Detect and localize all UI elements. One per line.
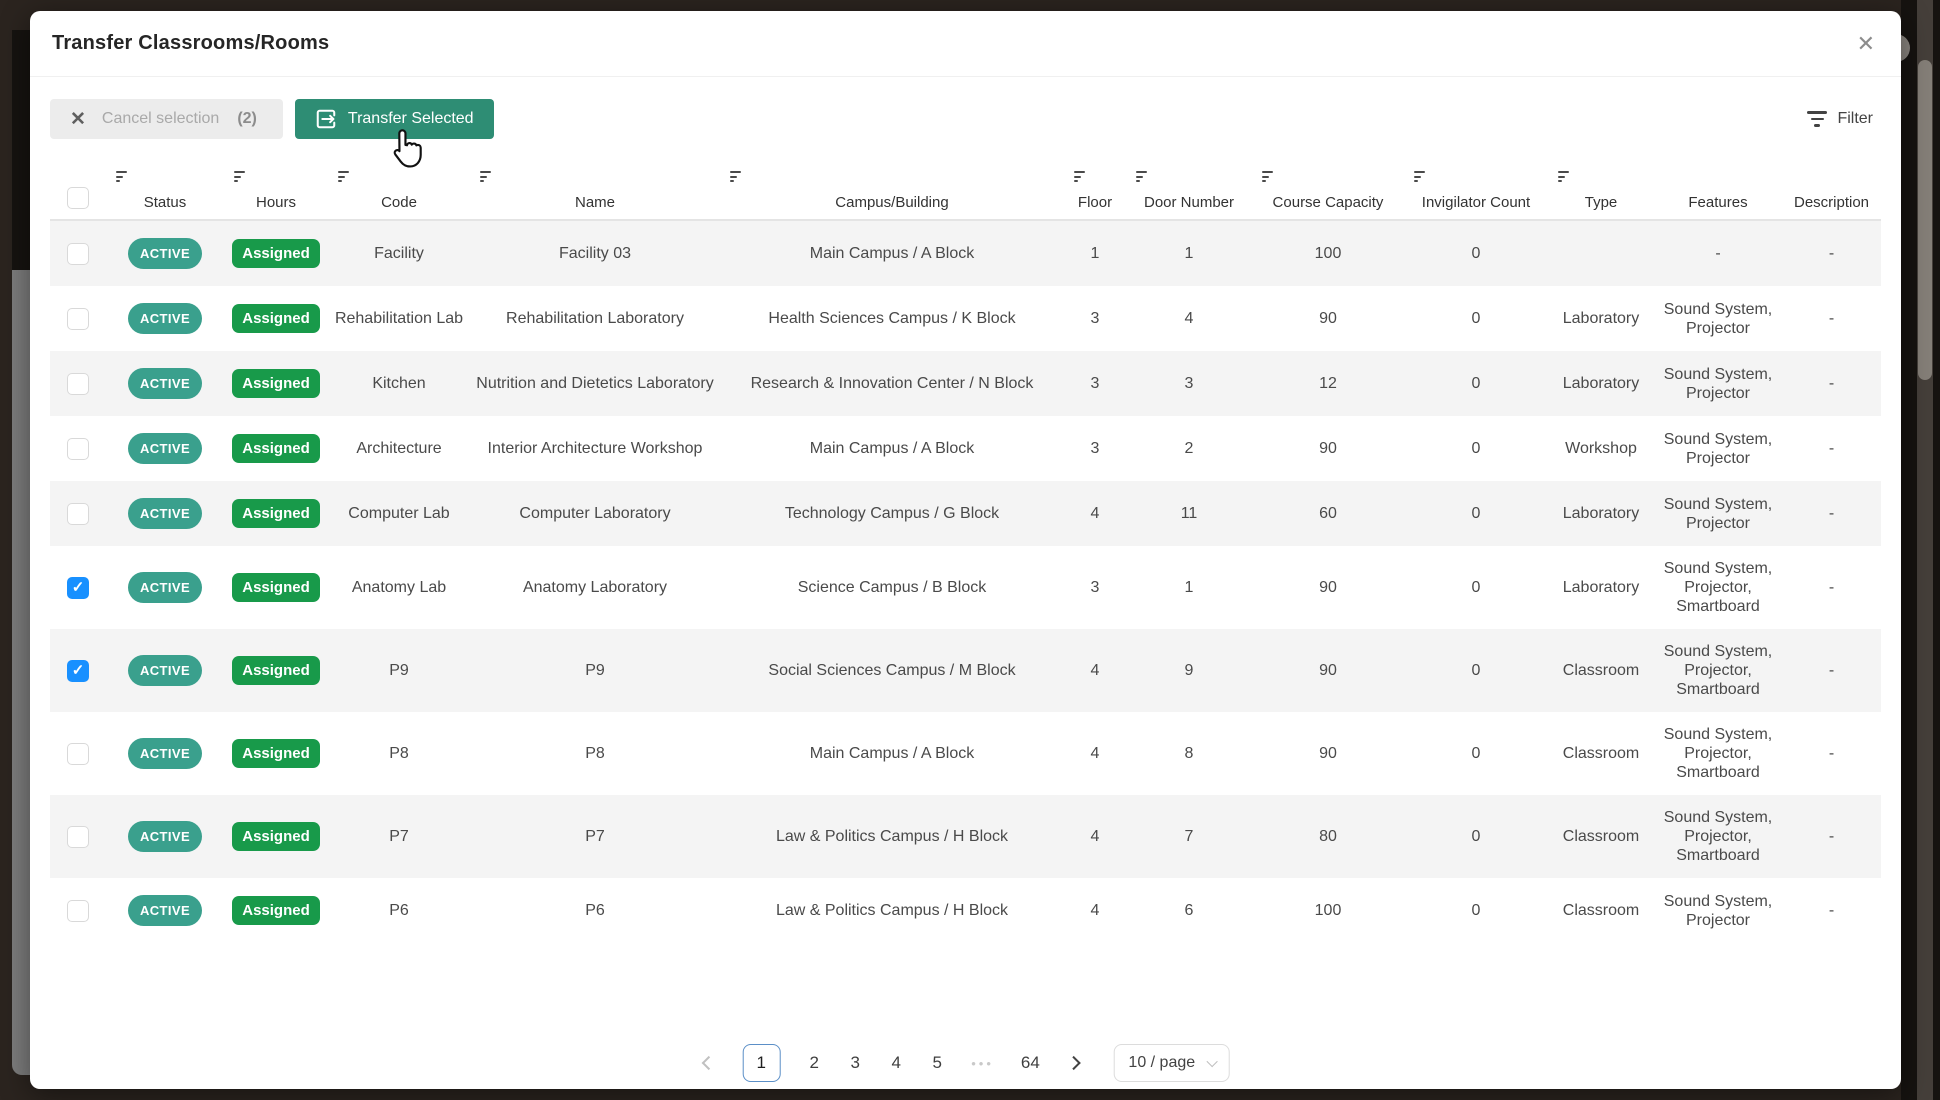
description-cell: -: [1828, 245, 1835, 262]
description-cell: -: [1828, 745, 1835, 762]
name-cell: Interior Architecture Workshop: [487, 440, 703, 457]
page-size-value: 10 / page: [1128, 1054, 1196, 1071]
next-page-button[interactable]: [1067, 1053, 1081, 1073]
hours-badge: Assigned: [232, 573, 320, 602]
name-cell: Nutrition and Dietetics Laboratory: [476, 375, 714, 392]
row-checkbox-cell: [50, 356, 106, 412]
features-cell: Sound System, Projector, Smartboard: [1663, 809, 1773, 864]
invigilator-count-cell: 0: [1471, 579, 1481, 596]
door-number-cell: 9: [1184, 662, 1194, 679]
type-cell: Classroom: [1562, 662, 1640, 679]
column-header-code: Code: [328, 169, 470, 219]
hours-cell: [224, 556, 328, 619]
table-row[interactable]: [50, 878, 1881, 943]
row-checkbox-cell: [50, 726, 106, 782]
page-button-64[interactable]: 64: [1020, 1053, 1040, 1072]
page-button-4[interactable]: 4: [891, 1053, 901, 1072]
status-badge: ACTIVE: [128, 368, 202, 399]
code-cell: Facility: [374, 245, 424, 262]
features-cell: Sound System, Projector: [1663, 365, 1773, 402]
name-cell: P7: [585, 828, 605, 845]
campus-cell: Research & Innovation Center / N Block: [750, 375, 1034, 392]
page-button-2[interactable]: 2: [809, 1053, 819, 1072]
description-cell: -: [1828, 902, 1835, 919]
name-cell: P6: [585, 902, 605, 919]
row-checkbox-cell: [50, 809, 106, 865]
campus-cell: Main Campus / A Block: [809, 440, 975, 457]
table-row[interactable]: [50, 795, 1881, 878]
code-cell: Kitchen: [372, 375, 426, 392]
type-cell: Laboratory: [1562, 310, 1640, 327]
floor-cell: 4: [1090, 828, 1100, 845]
filter-icon[interactable]: [116, 171, 127, 182]
filter-button[interactable]: [1799, 99, 1881, 139]
hours-badge: Assigned: [232, 304, 320, 333]
hours-badge: Assigned: [232, 656, 320, 685]
filter-icon[interactable]: [480, 171, 491, 182]
status-badge: ACTIVE: [128, 498, 202, 529]
features-cell: Sound System, Projector: [1663, 430, 1773, 467]
row-checkbox[interactable]: [67, 243, 89, 265]
table-row[interactable]: [50, 221, 1881, 286]
status-badge: ACTIVE: [128, 655, 202, 686]
column-header-features: Features: [1688, 194, 1748, 211]
modal-header: [30, 11, 1901, 77]
status-cell: [106, 481, 224, 546]
status-cell: [106, 286, 224, 351]
status-badge: ACTIVE: [128, 238, 202, 269]
chevron-right-icon: [1067, 1056, 1081, 1070]
table-row[interactable]: [50, 481, 1881, 546]
name-cell: Rehabilitation Laboratory: [506, 310, 684, 327]
toolbar: [50, 99, 1881, 139]
row-checkbox[interactable]: [67, 743, 89, 765]
column-header-type: Type: [1548, 169, 1654, 219]
type-cell: Laboratory: [1562, 375, 1640, 392]
status-cell: [106, 221, 224, 286]
type-cell: Workshop: [1565, 440, 1637, 457]
invigilator-count-cell: 0: [1471, 828, 1481, 845]
floor-cell: 3: [1090, 375, 1100, 392]
column-header-course-capacity: Course Capacity: [1252, 169, 1404, 219]
table-row[interactable]: [50, 416, 1881, 481]
column-header-status: Status: [106, 169, 224, 219]
status-cell: [106, 416, 224, 481]
close-icon[interactable]: ✕: [1856, 30, 1875, 56]
row-checkbox[interactable]: [67, 900, 89, 922]
row-checkbox[interactable]: [67, 373, 89, 395]
campus-cell: Technology Campus / G Block: [784, 505, 1000, 522]
type-cell: Laboratory: [1562, 505, 1640, 522]
modal-title: Transfer Classrooms/Rooms: [52, 32, 330, 54]
filter-icon[interactable]: [1414, 171, 1425, 182]
page-button-1[interactable]: 1: [742, 1044, 780, 1082]
filter-icon: [1807, 111, 1827, 127]
code-cell: P9: [389, 662, 409, 679]
course-capacity-cell: 90: [1319, 440, 1337, 457]
column-header-door-number: Door Number: [1126, 169, 1252, 219]
row-checkbox-cell: [50, 643, 106, 699]
campus-cell: Main Campus / A Block: [809, 245, 975, 262]
filter-icon[interactable]: [730, 171, 741, 182]
door-number-cell: 2: [1184, 440, 1194, 457]
course-capacity-cell: 100: [1314, 245, 1342, 262]
row-checkbox[interactable]: [67, 438, 89, 460]
door-number-cell: 1: [1184, 579, 1194, 596]
description-cell: -: [1828, 579, 1835, 596]
campus-cell: Health Sciences Campus / K Block: [768, 310, 1016, 327]
column-header-name: Name: [470, 169, 720, 219]
hours-badge: Assigned: [232, 822, 320, 851]
status-badge: ACTIVE: [128, 572, 202, 603]
hours-badge: Assigned: [232, 896, 320, 925]
code-cell: P6: [389, 902, 409, 919]
filter-icon[interactable]: [1074, 171, 1085, 182]
description-cell: -: [1828, 828, 1835, 845]
features-cell: Sound System, Projector, Smartboard: [1663, 643, 1773, 698]
table-body: [50, 221, 1881, 943]
column-header-floor: Floor: [1064, 169, 1126, 219]
chevron-left-icon: [701, 1056, 715, 1070]
floor-cell: 4: [1090, 505, 1100, 522]
description-cell: -: [1828, 662, 1835, 679]
cancel-x-icon: ✕: [70, 108, 86, 130]
row-checkbox-cell: [50, 291, 106, 347]
status-cell: [106, 804, 224, 869]
campus-cell: Law & Politics Campus / H Block: [775, 828, 1009, 845]
invigilator-count-cell: 0: [1471, 902, 1481, 919]
floor-cell: 1: [1090, 245, 1100, 262]
chevron-down-icon: [1207, 1056, 1218, 1067]
filter-icon[interactable]: [338, 171, 349, 182]
floor-cell: 3: [1090, 440, 1100, 457]
page-scrollbar-thumb: [1918, 60, 1932, 380]
description-cell: -: [1828, 375, 1835, 392]
invigilator-count-cell: 0: [1471, 310, 1481, 327]
table-row[interactable]: [50, 712, 1881, 795]
invigilator-count-cell: 0: [1471, 375, 1481, 392]
course-capacity-cell: 90: [1319, 579, 1337, 596]
name-cell: P8: [585, 745, 605, 762]
course-capacity-cell: 90: [1319, 662, 1337, 679]
course-capacity-cell: 90: [1319, 745, 1337, 762]
hours-cell: [224, 805, 328, 868]
hours-badge: Assigned: [232, 369, 320, 398]
cancel-selection-button[interactable]: [50, 99, 283, 139]
features-cell: Sound System, Projector, Smartboard: [1663, 560, 1773, 615]
features-cell: Sound System, Projector: [1663, 495, 1773, 532]
transfer-selected-label: Transfer Selected: [347, 110, 474, 127]
code-cell: Rehabilitation Lab: [334, 310, 464, 327]
page-button-3[interactable]: 3: [850, 1053, 860, 1072]
column-header-hours: Hours: [224, 169, 328, 219]
cancel-selection-label: Cancel selection: [101, 110, 220, 127]
features-cell: Sound System, Projector: [1663, 300, 1773, 337]
row-checkbox-cell: [50, 421, 106, 477]
status-badge: ACTIVE: [128, 303, 202, 334]
transfer-icon: [315, 108, 337, 130]
filter-icon[interactable]: [1136, 171, 1147, 182]
table-row[interactable]: [50, 286, 1881, 351]
row-checkbox[interactable]: [67, 503, 89, 525]
type-cell: Laboratory: [1562, 579, 1640, 596]
row-checkbox[interactable]: [67, 660, 89, 682]
hours-badge: Assigned: [232, 239, 320, 268]
floor-cell: 3: [1090, 579, 1100, 596]
table-row[interactable]: [50, 546, 1881, 629]
course-capacity-cell: 90: [1319, 310, 1337, 327]
hours-cell: [224, 352, 328, 415]
selection-count: (2): [237, 110, 257, 127]
column-header-description: Description: [1793, 194, 1870, 211]
description-cell: -: [1828, 440, 1835, 457]
door-number-cell: 3: [1184, 375, 1194, 392]
select-all-checkbox[interactable]: [67, 187, 89, 209]
code-cell: P8: [389, 745, 409, 762]
column-header-invigilator-count: Invigilator Count: [1404, 169, 1548, 219]
invigilator-count-cell: 0: [1471, 505, 1481, 522]
name-cell: Facility 03: [558, 245, 632, 262]
hours-badge: Assigned: [232, 499, 320, 528]
hours-cell: [224, 639, 328, 702]
course-capacity-cell: 60: [1319, 505, 1337, 522]
door-number-cell: 6: [1184, 902, 1194, 919]
header-select-all-cell: [50, 169, 106, 219]
course-capacity-cell: 12: [1319, 375, 1337, 392]
course-capacity-cell: 100: [1314, 902, 1342, 919]
filter-icon[interactable]: [234, 171, 245, 182]
description-cell: -: [1828, 505, 1835, 522]
invigilator-count-cell: 0: [1471, 662, 1481, 679]
page-size-select[interactable]: [1114, 1044, 1230, 1082]
invigilator-count-cell: 0: [1471, 745, 1481, 762]
door-number-cell: 4: [1184, 310, 1194, 327]
hours-badge: Assigned: [232, 739, 320, 768]
features-cell: Sound System, Projector, Smartboard: [1663, 726, 1773, 781]
status-badge: ACTIVE: [128, 895, 202, 926]
status-cell: [106, 878, 224, 943]
hours-cell: [224, 722, 328, 785]
code-cell: Computer Lab: [348, 505, 450, 522]
status-badge: ACTIVE: [128, 738, 202, 769]
type-cell: [1548, 237, 1654, 271]
door-number-cell: 11: [1180, 505, 1198, 522]
floor-cell: 4: [1090, 745, 1100, 762]
features-cell: -: [1715, 245, 1721, 262]
floor-cell: 4: [1090, 902, 1100, 919]
campus-cell: Main Campus / A Block: [809, 745, 975, 762]
code-cell: P7: [389, 828, 409, 845]
filter-icon[interactable]: [1558, 171, 1569, 182]
pagination: [701, 1043, 1230, 1083]
row-checkbox[interactable]: [67, 308, 89, 330]
features-cell: Sound System, Projector: [1663, 892, 1773, 929]
hours-cell: [224, 287, 328, 350]
table-row[interactable]: [50, 629, 1881, 712]
hours-cell: [224, 879, 328, 942]
course-capacity-cell: 80: [1319, 828, 1337, 845]
campus-cell: Social Sciences Campus / M Block: [768, 662, 1016, 679]
previous-page-button[interactable]: [701, 1053, 715, 1073]
hours-cell: [224, 482, 328, 545]
door-number-cell: 1: [1184, 245, 1194, 262]
invigilator-count-cell: 0: [1471, 440, 1481, 457]
hours-cell: [224, 417, 328, 480]
row-checkbox[interactable]: [67, 826, 89, 848]
hours-cell: [224, 222, 328, 285]
type-cell: Classroom: [1562, 828, 1640, 845]
name-cell: P9: [585, 662, 605, 679]
floor-cell: 4: [1090, 662, 1100, 679]
campus-cell: Science Campus / B Block: [797, 579, 987, 596]
pagination-ellipsis[interactable]: •••: [971, 1055, 994, 1071]
table-row[interactable]: [50, 351, 1881, 416]
backdrop-left-strip: [12, 30, 30, 270]
status-cell: [106, 351, 224, 416]
door-number-cell: 7: [1184, 828, 1194, 845]
code-cell: Architecture: [356, 440, 442, 457]
transfer-modal: [30, 11, 1901, 1089]
status-cell: [106, 638, 224, 703]
type-cell: Classroom: [1562, 902, 1640, 919]
transfer-selected-button[interactable]: [295, 99, 494, 139]
campus-cell: Law & Politics Campus / H Block: [775, 902, 1009, 919]
invigilator-count-cell: 0: [1471, 245, 1481, 262]
status-badge: ACTIVE: [128, 821, 202, 852]
name-cell: Anatomy Laboratory: [522, 579, 668, 596]
name-cell: Computer Laboratory: [519, 505, 671, 522]
row-checkbox-cell: [50, 226, 106, 282]
backdrop-sidebar-sliver: [12, 270, 30, 1075]
code-cell: Anatomy Lab: [351, 579, 447, 596]
rooms-table: [50, 169, 1881, 943]
filter-icon[interactable]: [1262, 171, 1273, 182]
table-header-row: [50, 169, 1881, 221]
hours-badge: Assigned: [232, 434, 320, 463]
status-badge: ACTIVE: [128, 433, 202, 464]
floor-cell: 3: [1090, 310, 1100, 327]
type-cell: Classroom: [1562, 745, 1640, 762]
row-checkbox-cell: [50, 560, 106, 616]
page-button-5[interactable]: 5: [932, 1053, 942, 1072]
status-cell: [106, 721, 224, 786]
description-cell: -: [1828, 310, 1835, 327]
door-number-cell: 8: [1184, 745, 1194, 762]
row-checkbox-cell: [50, 883, 106, 939]
filter-label: Filter: [1837, 110, 1873, 127]
row-checkbox[interactable]: [67, 577, 89, 599]
column-header-campus: Campus/Building: [720, 169, 1064, 219]
status-cell: [106, 555, 224, 620]
row-checkbox-cell: [50, 486, 106, 542]
